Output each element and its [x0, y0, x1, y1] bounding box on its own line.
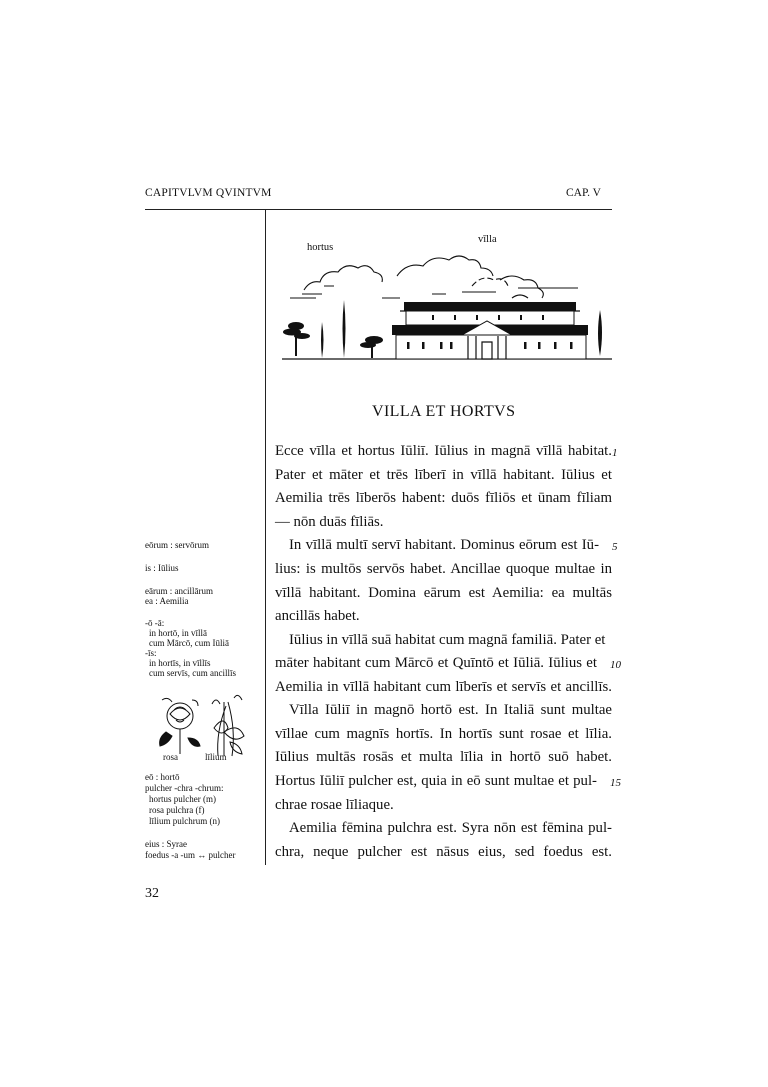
label-villa: vīlla [478, 234, 497, 245]
text-line: chrae rosae līliaque. [275, 797, 394, 813]
margin-divider [265, 210, 266, 865]
gloss-ending-oa: -ō -ā: [145, 618, 165, 628]
gloss-rosa-pulchra: rosa pulchra (f) [149, 805, 205, 815]
gloss-cum-marco: cum Mārcō, cum Iūliā [149, 638, 229, 648]
text-line: vīllā habitant. Domina eārum est Aemilia: ea multās [275, 585, 612, 601]
gloss-earum: eārum : ancillārum [145, 586, 213, 596]
line-number: 15 [610, 777, 621, 789]
label-hortus: hortus [307, 242, 334, 253]
text-line: Aemilia in vīllā habitant cum līberīs et servīs et ancillīs. [275, 679, 612, 695]
gloss-in-hortis: in hortīs, in vīllīs [149, 658, 211, 668]
text-line: Aemilia trēs līberōs habent: duōs fīliōs et ūnam fīliam [275, 490, 612, 506]
section-title: VILLA ET HORTVS [372, 403, 516, 420]
gloss-in-horto: in hortō, in vīllā [149, 628, 207, 638]
gloss-cum-servis: cum servīs, cum ancillīs [149, 668, 236, 678]
gloss-eo: eō : hortō [145, 772, 180, 782]
text-line: Iūlius in vīllā suā habitat cum magnā familiā. Pater et [289, 632, 606, 648]
text-line: chra, neque pulcher est nāsus eius, sed foedus est. [275, 844, 612, 860]
text-line: Vīlla Iūliī in magnō hortō est. In Italiā sunt multae [289, 702, 612, 718]
text-line: vīllae cum magnīs hortīs. In hortīs sunt rosae et līlia. [275, 726, 612, 742]
line-number: 5 [612, 541, 618, 553]
header-rule [145, 209, 612, 210]
label-lilium: līlium [205, 752, 227, 762]
text-line: Pater et māter et trēs līberī in vīllā habitant. Iūlius et [275, 467, 612, 483]
line-number: 10 [610, 659, 621, 671]
gloss-eius: eius : Syrae [145, 839, 187, 849]
text-line: — nōn duās fīliās. [275, 514, 384, 530]
text-line: māter habitant cum Mārcō et Quīntō et Iūliā. Iūlius et [275, 655, 597, 671]
page-number: 32 [145, 886, 159, 901]
text-line: Iūlius multās rosās et multa līlia in hortō suō habet. [275, 749, 612, 765]
text-line: Aemilia fēmina pulchra est. Syra nōn est fēmina pul- [289, 820, 612, 836]
running-header-cap: CAP. V [566, 187, 601, 199]
running-header-chapter: CAPITVLVM QVINTVM [145, 187, 272, 199]
gloss-lilium-pulchrum: līlium pulchrum (n) [149, 816, 220, 826]
text-line: In vīllā multī servī habitant. Dominus eōrum est Iū- [289, 537, 599, 553]
gloss-pulcher: pulcher -chra -chrum: [145, 783, 224, 793]
text-line: ancillās habet. [275, 608, 360, 624]
gloss-hortus-pulcher: hortus pulcher (m) [149, 794, 216, 804]
gloss-is: is : Iūlius [145, 563, 179, 573]
text-line: Ecce vīlla et hortus Iūliī. Iūlius in magnā vīllā habitat. [275, 443, 612, 459]
gloss-ending-is: -īs: [145, 648, 157, 658]
text-line: lius: is multōs servōs habet. Ancillae quoque multae in [275, 561, 612, 577]
label-rosa: rosa [163, 752, 178, 762]
gloss-foedus: foedus -a -um ↔ pulcher [145, 850, 236, 860]
line-number: 1 [612, 447, 618, 459]
gloss-ea: ea : Aemilia [145, 596, 189, 606]
text-line: Hortus Iūliī pulcher est, quia in eō sunt multae et pul- [275, 773, 597, 789]
gloss-eorum: eōrum : servōrum [145, 540, 209, 550]
